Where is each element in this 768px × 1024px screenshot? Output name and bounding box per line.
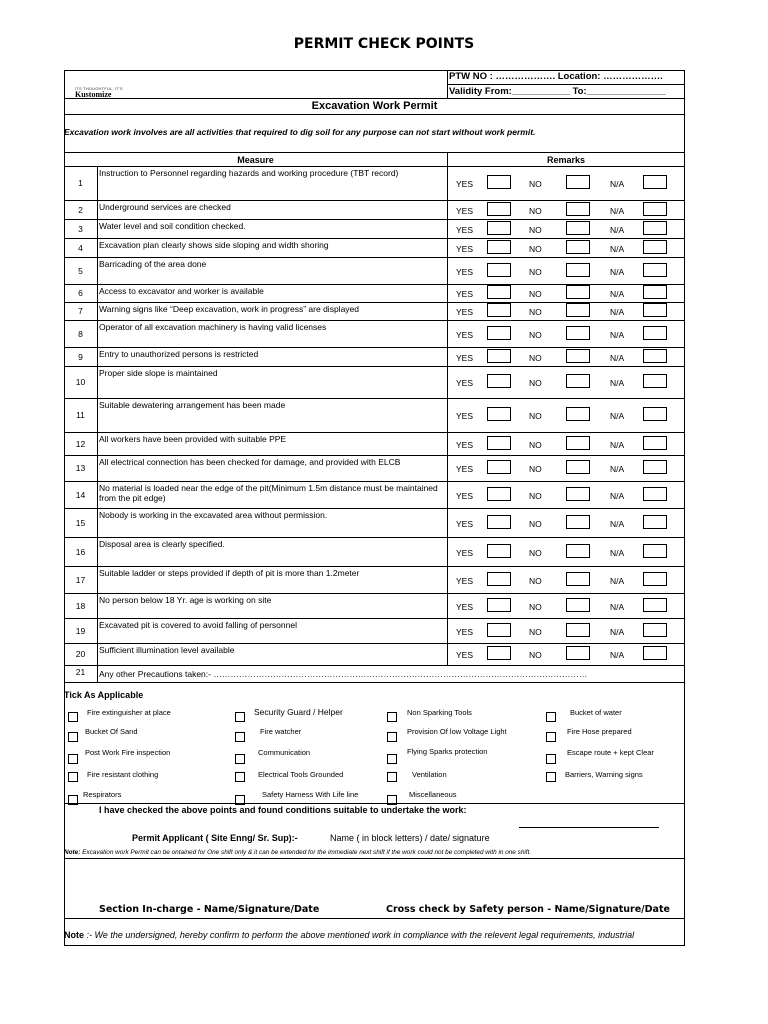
- remark-checkbox-no[interactable]: [566, 407, 590, 421]
- measure-text: Proper side slope is maintained: [99, 368, 218, 378]
- note-label: Note: [64, 930, 84, 940]
- option-label-na: N/A: [610, 179, 625, 189]
- remark-checkbox-na[interactable]: [643, 349, 667, 363]
- measure-text: Excavation plan clearly shows side sloping and width shoring: [99, 240, 329, 250]
- option-label-na: N/A: [610, 378, 625, 388]
- remark-checkbox-na[interactable]: [643, 436, 667, 450]
- option-label-yes: YES: [456, 353, 474, 363]
- table-row: [64, 618, 685, 643]
- option-label-yes: YES: [456, 330, 474, 340]
- option-label-na: N/A: [610, 307, 625, 317]
- tick-item-label: Fire Hose prepared: [567, 727, 632, 736]
- note-text: Excavation work Permit can be ontained for One shift only & it can be extended for the immediate next shift if the work could not be completed with in one shift.: [80, 849, 532, 856]
- tick-checkbox[interactable]: [387, 712, 397, 722]
- row-number: 10: [75, 377, 86, 387]
- measure-text: Operator of all excavation machinery is having valid licenses: [99, 322, 327, 332]
- tick-item-label: Ventilation: [412, 770, 447, 779]
- tick-checkbox[interactable]: [235, 732, 245, 742]
- remark-checkbox-no[interactable]: [566, 623, 590, 637]
- tick-item-label: Barriers, Warning signs: [565, 770, 643, 779]
- remark-checkbox-yes[interactable]: [487, 303, 511, 317]
- row-separator: [64, 455, 685, 456]
- measure-text: Access to excavator and worker is available: [99, 286, 264, 296]
- row-number: 6: [78, 288, 83, 298]
- table-row: [64, 432, 685, 455]
- remark-checkbox-no[interactable]: [566, 221, 590, 235]
- row-number: 11: [76, 410, 85, 420]
- remark-checkbox-na[interactable]: [643, 240, 667, 254]
- option-label-yes: YES: [456, 491, 474, 501]
- remark-checkbox-na[interactable]: [643, 544, 667, 558]
- company-logo: [75, 86, 123, 99]
- remark-checkbox-yes[interactable]: [487, 460, 511, 474]
- option-label-yes: YES: [456, 267, 474, 277]
- remark-checkbox-yes[interactable]: [487, 544, 511, 558]
- signature-line: [519, 827, 659, 828]
- remark-checkbox-na[interactable]: [643, 572, 667, 586]
- option-label-no: NO: [529, 650, 542, 660]
- row-number: 7: [78, 306, 83, 316]
- option-label-yes: YES: [456, 289, 474, 299]
- option-label-no: NO: [529, 267, 542, 277]
- remark-checkbox-yes[interactable]: [487, 175, 511, 189]
- remark-checkbox-na[interactable]: [643, 303, 667, 317]
- option-label-no: NO: [529, 289, 542, 299]
- option-label-na: N/A: [610, 267, 625, 277]
- row-separator: [64, 398, 685, 399]
- table-row: [64, 481, 685, 508]
- tick-item-label: Bucket Of Sand: [85, 727, 138, 736]
- measure-text: Warning signs like “Deep excavation, work in progress” are displayed: [99, 304, 359, 314]
- option-label-no: NO: [529, 307, 542, 317]
- other-precautions-field[interactable]: Any other Precautions taken:- ……………………………………………………………………………………………………………………: [99, 669, 588, 679]
- row-number: 15: [75, 518, 86, 528]
- option-label-yes: YES: [456, 627, 474, 637]
- remark-checkbox-no[interactable]: [566, 175, 590, 189]
- validity-note: [64, 849, 531, 856]
- section-incharge-field[interactable]: Section In-charge - Name/Signature/Date: [99, 904, 320, 915]
- table-row: [64, 284, 685, 302]
- option-label-no: NO: [529, 491, 542, 501]
- row-number: 19: [75, 626, 86, 636]
- remark-checkbox-no[interactable]: [566, 436, 590, 450]
- row-separator: [64, 566, 685, 567]
- tick-checkbox[interactable]: [68, 712, 78, 722]
- measure-text: No person below 18 Yr. age is working on site: [99, 595, 272, 605]
- table-row: [64, 200, 685, 219]
- intro-bottom-border: [64, 152, 685, 153]
- option-label-no: NO: [529, 411, 542, 421]
- permit-intro: Excavation work involves are all activities that required to dig soil for any purpose can not start without work permit.: [64, 127, 536, 137]
- remark-checkbox-yes[interactable]: [487, 263, 511, 277]
- remark-checkbox-na[interactable]: [643, 487, 667, 501]
- remark-checkbox-yes[interactable]: [487, 598, 511, 612]
- row-separator: [64, 257, 685, 258]
- remark-checkbox-yes[interactable]: [487, 349, 511, 363]
- tick-checkbox[interactable]: [68, 754, 78, 764]
- remark-checkbox-no[interactable]: [566, 263, 590, 277]
- table-row: [64, 347, 685, 366]
- validity-field[interactable]: Validity From:___________ To:_______________: [449, 86, 666, 97]
- remark-checkbox-no[interactable]: [566, 374, 590, 388]
- remarks-header: Remarks: [546, 155, 586, 165]
- table-row: [64, 219, 685, 238]
- option-label-na: N/A: [610, 650, 625, 660]
- title-bottom-border: [64, 114, 685, 115]
- table-row: [64, 643, 685, 665]
- remark-checkbox-na[interactable]: [643, 460, 667, 474]
- permit-title: Excavation Work Permit: [311, 100, 438, 112]
- remark-checkbox-yes[interactable]: [487, 487, 511, 501]
- tick-item-label: Fire watcher: [260, 727, 302, 736]
- remark-checkbox-na[interactable]: [643, 202, 667, 216]
- precautions-bottom-border: [64, 682, 685, 683]
- option-label-yes: YES: [456, 179, 474, 189]
- tick-item-label: Non Sparking Tools: [407, 708, 472, 717]
- row-separator: [64, 481, 685, 482]
- table-row: [64, 593, 685, 618]
- measure-header: Measure: [237, 155, 274, 165]
- tick-item-label: Escape route + kept Clear: [567, 748, 654, 757]
- remark-checkbox-no[interactable]: [566, 598, 590, 612]
- table-row: [64, 455, 685, 481]
- table-row: [64, 508, 685, 537]
- table-row: [64, 238, 685, 257]
- remark-checkbox-na[interactable]: [643, 407, 667, 421]
- note-bottom-border: [64, 858, 685, 859]
- remark-checkbox-yes[interactable]: [487, 572, 511, 586]
- tick-checkbox[interactable]: [235, 712, 245, 722]
- remark-checkbox-na[interactable]: [643, 285, 667, 299]
- option-label-yes: YES: [456, 244, 474, 254]
- row-number: 14: [75, 490, 86, 500]
- row-separator: [64, 432, 685, 433]
- option-label-na: N/A: [610, 411, 625, 421]
- remark-checkbox-yes[interactable]: [487, 240, 511, 254]
- option-label-na: N/A: [610, 548, 625, 558]
- row-separator: [64, 508, 685, 509]
- remark-checkbox-no[interactable]: [566, 572, 590, 586]
- option-label-na: N/A: [610, 464, 625, 474]
- row-separator: [64, 593, 685, 594]
- row-separator: [64, 643, 685, 644]
- row-separator: [64, 537, 685, 538]
- tick-item-label: Communication: [258, 748, 311, 757]
- logo-tagline: ITS THOUGHTFUL, IT'S: [75, 86, 123, 91]
- table-row: [64, 537, 685, 566]
- table-row: [64, 320, 685, 347]
- option-label-na: N/A: [610, 225, 625, 235]
- option-label-yes: YES: [456, 225, 474, 235]
- remark-checkbox-na[interactable]: [643, 374, 667, 388]
- tick-checkbox[interactable]: [387, 772, 397, 782]
- row-number: 13: [75, 463, 86, 473]
- signature-bottom-border: [64, 918, 685, 919]
- option-label-no: NO: [529, 378, 542, 388]
- measure-text: All electrical connection has been checked for damage, and provided with ELCB: [99, 457, 401, 467]
- remark-checkbox-yes[interactable]: [487, 436, 511, 450]
- remark-checkbox-yes[interactable]: [487, 374, 511, 388]
- option-label-na: N/A: [610, 244, 625, 254]
- option-label-yes: YES: [456, 650, 474, 660]
- table-row: [64, 566, 685, 593]
- row-number: 12: [75, 439, 86, 449]
- note-label: Note:: [64, 849, 81, 856]
- row-number: 5: [78, 266, 83, 276]
- measure-text: Suitable dewatering arrangement has been made: [99, 400, 286, 410]
- option-label-yes: YES: [456, 440, 474, 450]
- safety-crosscheck-field[interactable]: Cross check by Safety person - Name/Signature/Date: [386, 904, 670, 915]
- applicant-label: Permit Applicant ( Site Enng/ Sr. Sup):-: [132, 833, 298, 843]
- option-label-yes: YES: [456, 378, 474, 388]
- ptw-divider: [447, 84, 685, 85]
- frame-bottom-border: [64, 945, 685, 946]
- row-separator: [64, 618, 685, 619]
- table-row: [64, 366, 685, 398]
- option-label-na: N/A: [610, 627, 625, 637]
- remark-checkbox-na[interactable]: [643, 515, 667, 529]
- option-label-na: N/A: [610, 289, 625, 299]
- remark-checkbox-no[interactable]: [566, 515, 590, 529]
- option-label-no: NO: [529, 353, 542, 363]
- remark-checkbox-no[interactable]: [566, 349, 590, 363]
- measure-text: Water level and soil condition checked.: [99, 221, 246, 231]
- tick-checkbox[interactable]: [546, 754, 556, 764]
- row-separator: [64, 347, 685, 348]
- remark-checkbox-no[interactable]: [566, 240, 590, 254]
- ptw-number-field[interactable]: PTW NO : ………………. Location: ……………….: [449, 71, 663, 82]
- remark-checkbox-na[interactable]: [643, 598, 667, 612]
- row-number: 20: [75, 649, 86, 659]
- remark-checkbox-no[interactable]: [566, 487, 590, 501]
- row-separator: [64, 320, 685, 321]
- option-label-yes: YES: [456, 464, 474, 474]
- row-separator: [64, 219, 685, 220]
- option-label-no: NO: [529, 179, 542, 189]
- row-number: 3: [78, 224, 83, 234]
- option-label-na: N/A: [610, 602, 625, 612]
- remark-checkbox-no[interactable]: [566, 202, 590, 216]
- option-label-na: N/A: [610, 206, 625, 216]
- measure-text: Entry to unauthorized persons is restricted: [99, 349, 259, 359]
- tick-checkbox[interactable]: [546, 732, 556, 742]
- measure-text: All workers have been provided with suitable PPE: [99, 434, 287, 444]
- remark-checkbox-yes[interactable]: [487, 623, 511, 637]
- remark-checkbox-no[interactable]: [566, 303, 590, 317]
- option-label-na: N/A: [610, 440, 625, 450]
- note-text: :- We the undersigned, hereby confirm to perform the above mentioned work in compliance with the relevent legal requirements, industrial: [84, 930, 635, 940]
- undertaking-note: [64, 930, 634, 940]
- remark-checkbox-yes[interactable]: [487, 202, 511, 216]
- measure-text: Nobody is working in the excavated area without permission.: [99, 510, 328, 520]
- table-row: [64, 398, 685, 432]
- remark-checkbox-no[interactable]: [566, 285, 590, 299]
- option-label-no: NO: [529, 602, 542, 612]
- measure-column-divider: [447, 166, 448, 665]
- remark-checkbox-yes[interactable]: [487, 221, 511, 235]
- tick-item-label: Provision Of low Voltage Light: [407, 727, 507, 736]
- measure-text: Suitable ladder or steps provided if depth of pit is more than 1.2meter: [99, 568, 360, 578]
- document-title: PERMIT CHECK POINTS: [293, 36, 475, 52]
- measure-text: Instruction to Personnel regarding hazards and working procedure (TBT record): [99, 168, 399, 178]
- measure-text: Sufficient illumination level available: [99, 645, 235, 655]
- tick-item-label: Post Work Fire inspection: [85, 748, 171, 757]
- option-label-no: NO: [529, 627, 542, 637]
- option-label-yes: YES: [456, 519, 474, 529]
- tick-item-label: Electrical Tools Grounded: [258, 770, 344, 779]
- tick-checkbox[interactable]: [68, 772, 78, 782]
- tick-checkbox[interactable]: [387, 732, 397, 742]
- option-label-no: NO: [529, 519, 542, 529]
- tick-item-label: Safety Harness With Life line: [262, 790, 359, 799]
- tick-checkbox[interactable]: [235, 772, 245, 782]
- remark-checkbox-yes[interactable]: [487, 326, 511, 340]
- applicant-signature-field[interactable]: Name ( in block letters) / date/ signature: [330, 833, 490, 843]
- row-number: 17: [75, 575, 86, 585]
- remark-checkbox-yes[interactable]: [487, 515, 511, 529]
- option-label-yes: YES: [456, 307, 474, 317]
- tick-item-label: Respirators: [83, 790, 122, 799]
- option-label-na: N/A: [610, 353, 625, 363]
- tick-item-label: Fire resistant clothing: [87, 770, 159, 779]
- table-row: [64, 166, 685, 200]
- remark-checkbox-no[interactable]: [566, 460, 590, 474]
- remark-checkbox-yes[interactable]: [487, 407, 511, 421]
- measure-text: No material is loaded near the edge of the pit(Minimum 1.5m distance must be maintained from the pit edge): [99, 483, 438, 503]
- remark-checkbox-no[interactable]: [566, 326, 590, 340]
- tick-checkbox[interactable]: [546, 712, 556, 722]
- option-label-no: NO: [529, 440, 542, 450]
- tick-item-label: Security Guard / Helper: [254, 707, 343, 717]
- option-label-na: N/A: [610, 519, 625, 529]
- option-label-no: NO: [529, 576, 542, 586]
- tick-item-label: Flying Sparks protection: [407, 747, 488, 756]
- number-column-divider: [97, 166, 98, 682]
- measure-text: Excavated pit is covered to avoid falling of personnel: [99, 620, 297, 630]
- remark-checkbox-no[interactable]: [566, 646, 590, 660]
- option-label-yes: YES: [456, 411, 474, 421]
- tick-checkbox[interactable]: [546, 772, 556, 782]
- row-separator: [64, 200, 685, 201]
- table-row: [64, 257, 685, 284]
- option-label-no: NO: [529, 225, 542, 235]
- option-label-no: NO: [529, 244, 542, 254]
- remark-checkbox-na[interactable]: [643, 175, 667, 189]
- row-number: 2: [78, 205, 83, 215]
- row-separator: [64, 665, 685, 666]
- row-separator: [64, 284, 685, 285]
- remark-checkbox-na[interactable]: [643, 623, 667, 637]
- row-number: 8: [78, 329, 83, 339]
- logo-name: Kustomize: [75, 90, 112, 99]
- row-number: 21: [75, 667, 86, 677]
- tick-checkbox[interactable]: [68, 732, 78, 742]
- row-separator: [64, 238, 685, 239]
- tick-checkbox[interactable]: [235, 754, 245, 764]
- row-number: 1: [78, 178, 83, 188]
- remark-checkbox-yes[interactable]: [487, 646, 511, 660]
- remark-checkbox-na[interactable]: [643, 263, 667, 277]
- remark-checkbox-yes[interactable]: [487, 285, 511, 299]
- row-number: 18: [75, 601, 86, 611]
- option-label-na: N/A: [610, 330, 625, 340]
- tick-checkbox[interactable]: [387, 754, 397, 764]
- remark-checkbox-no[interactable]: [566, 544, 590, 558]
- header-bottom-border: [126, 98, 685, 99]
- row-number: 16: [75, 547, 86, 557]
- measure-text: Barricading of the area done: [99, 259, 207, 269]
- option-label-no: NO: [529, 330, 542, 340]
- option-label-no: NO: [529, 464, 542, 474]
- tick-item-label: Fire extinguisher at place: [87, 708, 171, 717]
- tick-item-label: Bucket of water: [570, 708, 622, 717]
- option-label-no: NO: [529, 548, 542, 558]
- option-label-yes: YES: [456, 206, 474, 216]
- measure-text: Underground services are checked: [99, 202, 231, 212]
- tick-section-title: Tick As Applicable: [64, 690, 144, 700]
- row-separator: [64, 302, 685, 303]
- row-separator: [64, 366, 685, 367]
- tick-bottom-border: [64, 803, 685, 804]
- option-label-na: N/A: [610, 576, 625, 586]
- tick-item-label: Miscellaneous: [409, 790, 457, 799]
- row-number: 4: [78, 243, 83, 253]
- measure-text: Disposal area is clearly specified.: [99, 539, 225, 549]
- option-label-no: NO: [529, 206, 542, 216]
- option-label-na: N/A: [610, 491, 625, 501]
- option-label-yes: YES: [456, 576, 474, 586]
- checked-statement: I have checked the above points and found conditions suitable to undertake the work:: [99, 805, 467, 815]
- table-row: [64, 302, 685, 320]
- option-label-yes: YES: [456, 602, 474, 612]
- row-number: 9: [78, 352, 83, 362]
- option-label-yes: YES: [456, 548, 474, 558]
- remark-checkbox-na[interactable]: [643, 646, 667, 660]
- remark-checkbox-na[interactable]: [643, 326, 667, 340]
- remark-checkbox-na[interactable]: [643, 221, 667, 235]
